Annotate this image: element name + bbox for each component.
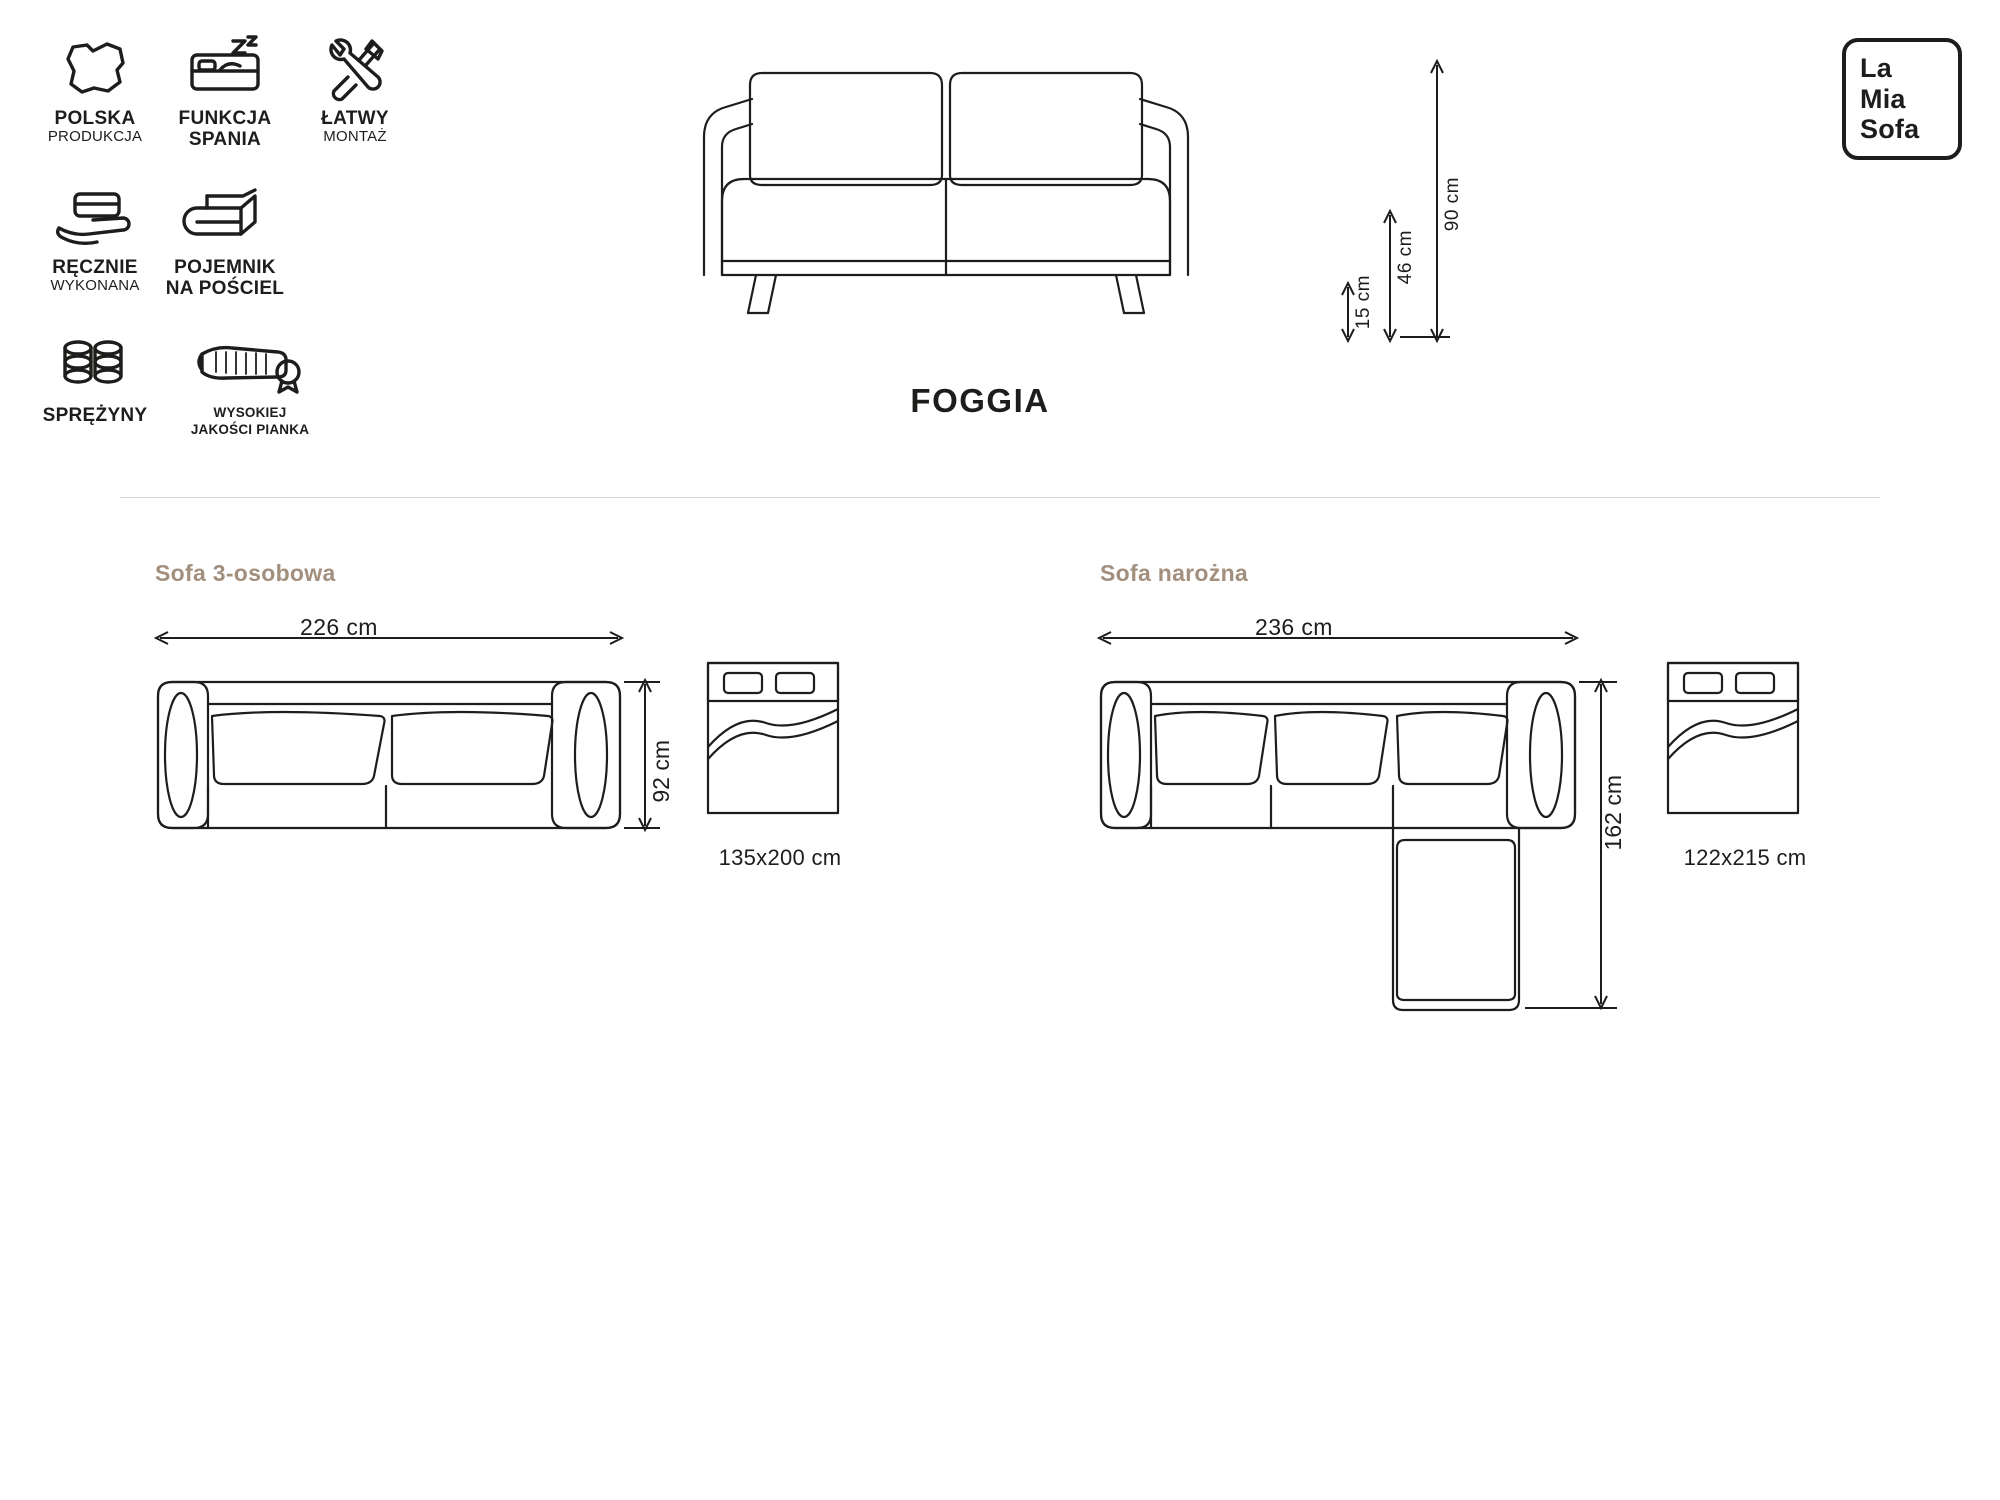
logo-line-3: Sofa: [1860, 114, 1920, 145]
springs-icon: [58, 329, 132, 401]
foam-quality-icon: [190, 329, 310, 401]
variant-3-bed-size: 135x200 cm: [718, 845, 842, 870]
feature-label-line1: WYSOKIEJ: [213, 405, 287, 421]
variant-corner-depth-label: 162 cm: [1600, 775, 1626, 851]
variant-3-width-label: 226 cm: [300, 614, 378, 640]
feature-row-1: [30, 20, 450, 151]
feature-recznie-wykonana: [30, 169, 160, 295]
feature-label-line1: ŁATWY: [321, 108, 389, 129]
poland-map-icon: [60, 32, 130, 104]
brand-logo: [1842, 38, 1962, 160]
feature-label-line2: JAKOŚCI PIANKA: [190, 421, 310, 437]
variant-corner-bed-size: 122x215 cm: [1683, 845, 1807, 870]
feature-pojemnik-na-posciel: [160, 169, 290, 300]
variant-title-3-seat: Sofa 3-osobowa: [155, 560, 336, 586]
feature-label-line1: FUNKCJA: [178, 108, 272, 129]
feature-label-line2: NA POŚCIEL: [165, 277, 285, 299]
feature-row-3: [30, 317, 450, 439]
sleep-function-icon: [186, 32, 264, 104]
variant-title-corner: Sofa narożna: [1100, 560, 1249, 586]
hand-sofa-icon: [53, 181, 137, 253]
feature-polska-produkcja: [30, 20, 160, 146]
feature-label-line2: WYKONANA: [50, 276, 140, 294]
variant-3-top-view: [140, 600, 680, 890]
bedding-box-icon: [187, 181, 263, 253]
hero-dimension-lines: [1290, 25, 1490, 345]
feature-label-line2: MONTAŻ: [323, 128, 387, 146]
dimension-seat-back-height: 46 cm: [1395, 230, 1416, 285]
feature-label-line1: SPRĘŻYNY: [42, 405, 148, 427]
variant-3-depth-label: 92 cm: [648, 740, 674, 803]
feature-label-line2: PRODUKCJA: [47, 128, 143, 146]
variant-corner-bed-view: [1660, 655, 1810, 845]
product-name: FOGGIA: [910, 382, 1050, 419]
section-divider: [120, 497, 1880, 498]
variant-3-bed-view: [700, 655, 850, 845]
logo-line-1: La: [1860, 53, 1892, 84]
feature-sprezyny: [30, 317, 160, 426]
hero-sofa-front-view: [660, 25, 1300, 325]
feature-label-line2: SPANIA: [188, 129, 262, 151]
feature-badge-group: [30, 20, 450, 439]
logo-line-2: Mia: [1860, 83, 1906, 114]
feature-label-line1: RĘCZNIE: [52, 256, 138, 278]
feature-wysokiej-jakosci-pianka: [160, 317, 340, 439]
feature-funkcja-spania: [160, 20, 290, 151]
feature-latwy-montaz: [290, 20, 420, 146]
tools-icon: [322, 32, 388, 104]
feature-spacer: [290, 169, 420, 181]
feature-label-line1: POLSKA: [54, 108, 136, 129]
feature-label-line1: POJEMNIK: [174, 256, 276, 278]
feature-row-2: [30, 169, 450, 300]
dimension-leg-height: 15 cm: [1353, 275, 1374, 330]
variant-corner-top-view: [1085, 600, 1645, 1020]
dimension-total-height: 90 cm: [1442, 177, 1463, 232]
variant-corner-width-label: 236 cm: [1255, 614, 1333, 640]
